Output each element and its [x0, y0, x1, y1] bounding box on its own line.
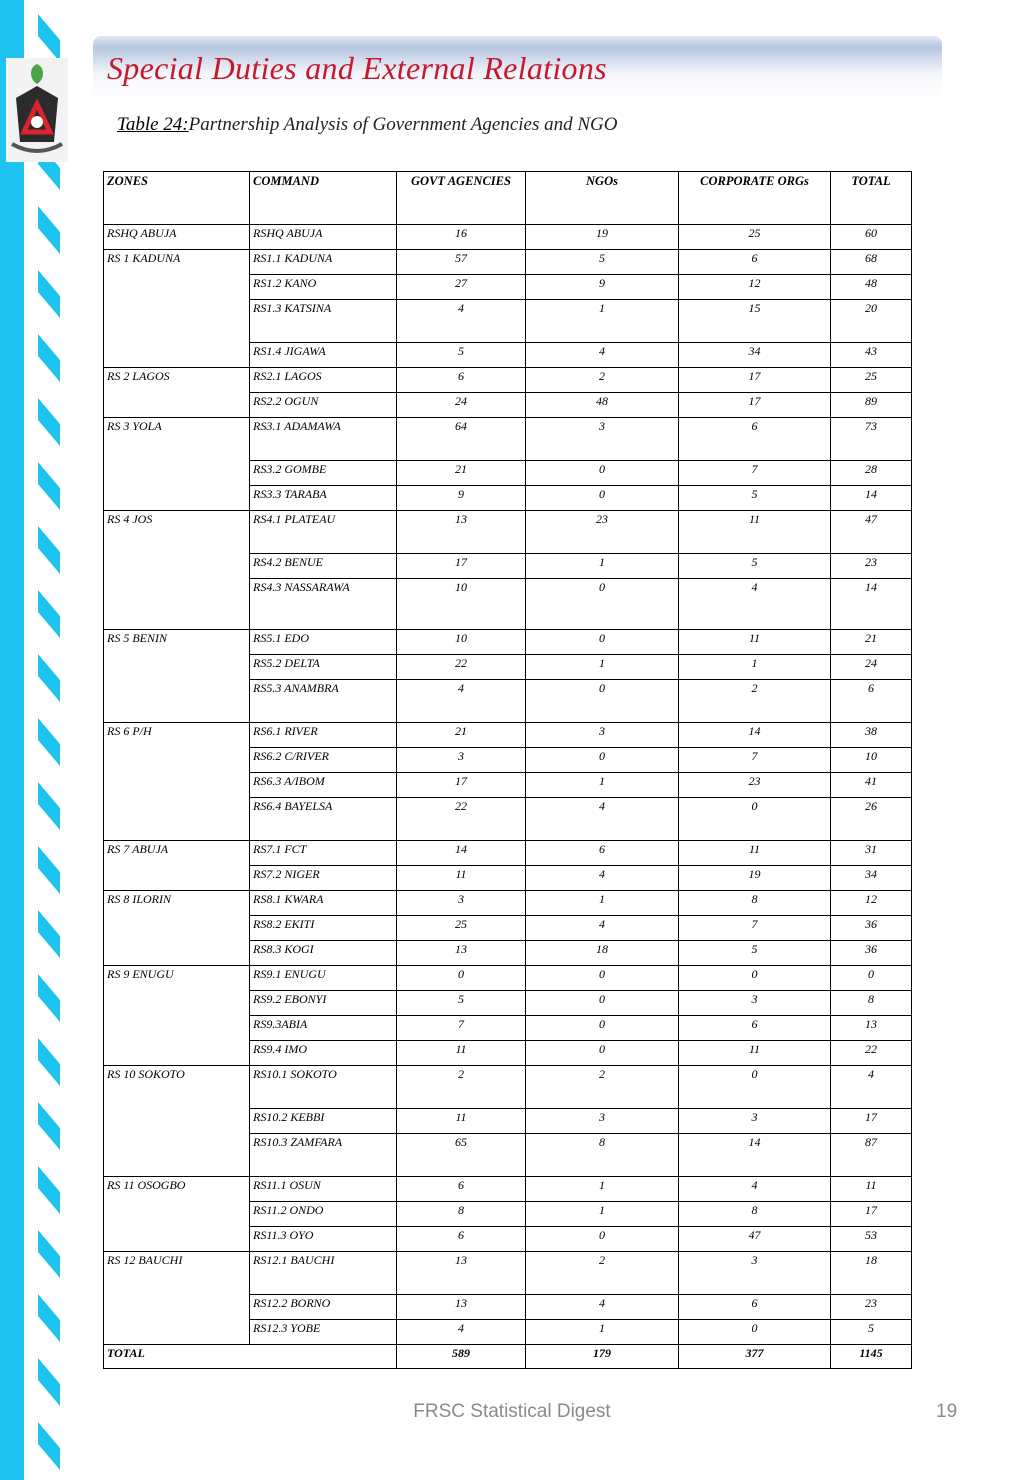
table-row	[104, 368, 912, 393]
total-cell: 43	[831, 343, 912, 368]
ngos-cell: 6	[526, 841, 679, 866]
govt-agencies-cell: 2	[397, 1066, 526, 1109]
command-cell: RS2.1 LAGOS	[250, 368, 397, 393]
table-row	[104, 418, 912, 461]
ngos-cell: 0	[526, 1016, 679, 1041]
zone-cell: RS 4 JOS	[104, 511, 250, 630]
table-row	[104, 1252, 912, 1295]
govt-agencies-cell: 10	[397, 579, 526, 630]
corporate-orgs-cell: 3	[679, 1252, 831, 1295]
ngos-cell: 0	[526, 486, 679, 511]
zone-cell: RS 2 LAGOS	[104, 368, 250, 418]
command-cell: RS5.3 ANAMBRA	[250, 680, 397, 723]
corporate-orgs-cell: 7	[679, 748, 831, 773]
ngos-cell: 1	[526, 773, 679, 798]
govt-agencies-cell: 21	[397, 723, 526, 748]
table-row	[104, 891, 912, 916]
ngos-cell: 1	[526, 1177, 679, 1202]
govt-agencies-cell: 22	[397, 798, 526, 841]
page-number: 19	[936, 1401, 958, 1422]
command-cell: RS5.2 DELTA	[250, 655, 397, 680]
zone-cell: RS 6 P/H	[104, 723, 250, 841]
total-cell: 6	[831, 680, 912, 723]
total-cell: 60	[831, 225, 912, 250]
table-row	[104, 1177, 912, 1202]
total-cell: 18	[831, 1252, 912, 1295]
column-header: ZONES	[104, 172, 250, 225]
table-row	[104, 1066, 912, 1109]
corporate-orgs-cell: 6	[679, 1016, 831, 1041]
govt-agencies-cell: 3	[397, 748, 526, 773]
corporate-orgs-cell: 6	[679, 1295, 831, 1320]
corporate-orgs-cell: 3	[679, 991, 831, 1016]
command-cell: RS8.2 EKITI	[250, 916, 397, 941]
column-header: TOTAL	[831, 172, 912, 225]
ngos-cell: 1	[526, 554, 679, 579]
page-title: Special Duties and External Relations	[107, 50, 607, 86]
zone-cell: RS 7 ABUJA	[104, 841, 250, 891]
corporate-orgs-cell: 4	[679, 1177, 831, 1202]
corporate-orgs-cell: 4	[679, 579, 831, 630]
govt-agencies-cell: 65	[397, 1134, 526, 1177]
ngos-cell: 0	[526, 461, 679, 486]
corporate-orgs-cell: 2	[679, 680, 831, 723]
total-cell: 21	[831, 630, 912, 655]
total-cell: 26	[831, 798, 912, 841]
ngos-cell: 1	[526, 891, 679, 916]
total-cell: 5	[831, 1320, 912, 1345]
govt-agencies-cell: 6	[397, 1177, 526, 1202]
total-cell: 41	[831, 773, 912, 798]
command-cell: RS1.1 KADUNA	[250, 250, 397, 275]
ngos-total: 179	[526, 1345, 679, 1369]
ngos-cell: 3	[526, 723, 679, 748]
ngos-cell: 19	[526, 225, 679, 250]
corporate-orgs-cell: 0	[679, 1066, 831, 1109]
corporate-orgs-total: 377	[679, 1345, 831, 1369]
total-cell: 20	[831, 300, 912, 343]
govt-agencies-total: 589	[397, 1345, 526, 1369]
table-row	[104, 630, 912, 655]
govt-agencies-cell: 9	[397, 486, 526, 511]
command-cell: RS6.2 C/RIVER	[250, 748, 397, 773]
table-row	[104, 511, 912, 554]
govt-agencies-cell: 14	[397, 841, 526, 866]
footer-text: FRSC Statistical Digest	[413, 1401, 611, 1422]
column-header: NGOs	[526, 172, 679, 225]
command-cell: RS12.3 YOBE	[250, 1320, 397, 1345]
table-total-row	[104, 1345, 912, 1369]
govt-agencies-cell: 4	[397, 680, 526, 723]
govt-agencies-cell: 64	[397, 418, 526, 461]
govt-agencies-cell: 11	[397, 1109, 526, 1134]
corporate-orgs-cell: 14	[679, 723, 831, 748]
corporate-orgs-cell: 6	[679, 418, 831, 461]
table-caption	[117, 114, 618, 136]
govt-agencies-cell: 17	[397, 773, 526, 798]
command-cell: RS9.1 ENUGU	[250, 966, 397, 991]
command-cell: RS10.1 SOKOTO	[250, 1066, 397, 1109]
govt-agencies-cell: 4	[397, 1320, 526, 1345]
corporate-orgs-cell: 25	[679, 225, 831, 250]
govt-agencies-cell: 16	[397, 225, 526, 250]
ngos-cell: 0	[526, 1227, 679, 1252]
command-cell: RS7.1 FCT	[250, 841, 397, 866]
govt-agencies-cell: 7	[397, 1016, 526, 1041]
command-cell: RS12.1 BAUCHI	[250, 1252, 397, 1295]
ngos-cell: 23	[526, 511, 679, 554]
command-cell: RS11.2 ONDO	[250, 1202, 397, 1227]
decorative-side-stripe	[0, 0, 62, 1480]
frsc-logo-icon	[6, 58, 68, 162]
ngos-cell: 0	[526, 1041, 679, 1066]
corporate-orgs-cell: 0	[679, 798, 831, 841]
command-cell: RS3.2 GOMBE	[250, 461, 397, 486]
command-cell: RS8.3 KOGI	[250, 941, 397, 966]
govt-agencies-cell: 4	[397, 300, 526, 343]
ngos-cell: 2	[526, 368, 679, 393]
command-cell: RS3.3 TARABA	[250, 486, 397, 511]
ngos-cell: 2	[526, 1252, 679, 1295]
total-cell: 87	[831, 1134, 912, 1177]
command-cell: RS6.4 BAYELSA	[250, 798, 397, 841]
corporate-orgs-cell: 12	[679, 275, 831, 300]
ngos-cell: 2	[526, 1066, 679, 1109]
grand-total: 1145	[831, 1345, 912, 1369]
corporate-orgs-cell: 7	[679, 916, 831, 941]
column-header: GOVT AGENCIES	[397, 172, 526, 225]
total-cell: 8	[831, 991, 912, 1016]
govt-agencies-cell: 3	[397, 891, 526, 916]
total-cell: 47	[831, 511, 912, 554]
command-cell: RS2.2 OGUN	[250, 393, 397, 418]
total-cell: 12	[831, 891, 912, 916]
command-cell: RS11.3 OYO	[250, 1227, 397, 1252]
ngos-cell: 48	[526, 393, 679, 418]
corporate-orgs-cell: 3	[679, 1109, 831, 1134]
corporate-orgs-cell: 17	[679, 368, 831, 393]
table-row	[104, 966, 912, 991]
total-cell: 4	[831, 1066, 912, 1109]
ngos-cell: 4	[526, 798, 679, 841]
zone-cell: RS 3 YOLA	[104, 418, 250, 511]
ngos-cell: 3	[526, 1109, 679, 1134]
ngos-cell: 0	[526, 748, 679, 773]
corporate-orgs-cell: 5	[679, 486, 831, 511]
zone-cell: RS 9 ENUGU	[104, 966, 250, 1066]
total-cell: 17	[831, 1202, 912, 1227]
govt-agencies-cell: 13	[397, 941, 526, 966]
corporate-orgs-cell: 8	[679, 891, 831, 916]
total-cell: 24	[831, 655, 912, 680]
corporate-orgs-cell: 5	[679, 554, 831, 579]
page-header-banner	[93, 36, 942, 100]
total-cell: 13	[831, 1016, 912, 1041]
command-cell: RS10.2 KEBBI	[250, 1109, 397, 1134]
partnership-table	[103, 171, 912, 1369]
govt-agencies-cell: 6	[397, 1227, 526, 1252]
govt-agencies-cell: 25	[397, 916, 526, 941]
corporate-orgs-cell: 11	[679, 511, 831, 554]
corporate-orgs-cell: 1	[679, 655, 831, 680]
ngos-cell: 1	[526, 300, 679, 343]
govt-agencies-cell: 10	[397, 630, 526, 655]
corporate-orgs-cell: 5	[679, 941, 831, 966]
corporate-orgs-cell: 11	[679, 841, 831, 866]
ngos-cell: 3	[526, 418, 679, 461]
command-cell: RS1.4 JIGAWA	[250, 343, 397, 368]
command-cell: RS1.3 KATSINA	[250, 300, 397, 343]
corporate-orgs-cell: 47	[679, 1227, 831, 1252]
command-cell: RSHQ ABUJA	[250, 225, 397, 250]
total-cell: 28	[831, 461, 912, 486]
table-caption-label: Table 24:	[117, 114, 189, 135]
command-cell: RS9.2 EBONYI	[250, 991, 397, 1016]
corporate-orgs-cell: 19	[679, 866, 831, 891]
command-cell: RS6.3 A/IBOM	[250, 773, 397, 798]
zone-cell: RS 8 ILORIN	[104, 891, 250, 966]
command-cell: RS6.1 RIVER	[250, 723, 397, 748]
corporate-orgs-cell: 11	[679, 1041, 831, 1066]
govt-agencies-cell: 21	[397, 461, 526, 486]
command-cell: RS1.2 KANO	[250, 275, 397, 300]
corporate-orgs-cell: 7	[679, 461, 831, 486]
corporate-orgs-cell: 8	[679, 1202, 831, 1227]
total-cell: 73	[831, 418, 912, 461]
zone-cell: RS 12 BAUCHI	[104, 1252, 250, 1345]
total-cell: 23	[831, 554, 912, 579]
zone-cell: RS 10 SOKOTO	[104, 1066, 250, 1177]
command-cell: RS12.2 BORNO	[250, 1295, 397, 1320]
ngos-cell: 4	[526, 916, 679, 941]
govt-agencies-cell: 5	[397, 343, 526, 368]
total-cell: 10	[831, 748, 912, 773]
ngos-cell: 0	[526, 991, 679, 1016]
total-cell: 14	[831, 486, 912, 511]
ngos-cell: 4	[526, 866, 679, 891]
total-cell: 36	[831, 941, 912, 966]
command-cell: RS10.3 ZAMFARA	[250, 1134, 397, 1177]
total-cell: 17	[831, 1109, 912, 1134]
ngos-cell: 4	[526, 1295, 679, 1320]
govt-agencies-cell: 13	[397, 511, 526, 554]
command-cell: RS8.1 KWARA	[250, 891, 397, 916]
govt-agencies-cell: 13	[397, 1295, 526, 1320]
ngos-cell: 1	[526, 1202, 679, 1227]
column-header: COMMAND	[250, 172, 397, 225]
total-cell: 36	[831, 916, 912, 941]
govt-agencies-cell: 13	[397, 1252, 526, 1295]
govt-agencies-cell: 6	[397, 368, 526, 393]
table-caption-text: Partnership Analysis of Government Agencies and NGO	[188, 114, 618, 135]
table-row	[104, 723, 912, 748]
total-cell: 11	[831, 1177, 912, 1202]
total-cell: 38	[831, 723, 912, 748]
zone-cell: RS 11 OSOGBO	[104, 1177, 250, 1252]
ngos-cell: 0	[526, 630, 679, 655]
ngos-cell: 1	[526, 655, 679, 680]
total-cell: 48	[831, 275, 912, 300]
zone-cell: RS 1 KADUNA	[104, 250, 250, 368]
command-cell: RS4.2 BENUE	[250, 554, 397, 579]
corporate-orgs-cell: 6	[679, 250, 831, 275]
total-cell: 68	[831, 250, 912, 275]
total-cell: 34	[831, 866, 912, 891]
total-cell: 89	[831, 393, 912, 418]
column-header: CORPORATE ORGs	[679, 172, 831, 225]
govt-agencies-cell: 8	[397, 1202, 526, 1227]
ngos-cell: 0	[526, 579, 679, 630]
ngos-cell: 18	[526, 941, 679, 966]
ngos-cell: 4	[526, 343, 679, 368]
govt-agencies-cell: 11	[397, 866, 526, 891]
zone-cell: RSHQ ABUJA	[104, 225, 250, 250]
govt-agencies-cell: 5	[397, 991, 526, 1016]
command-cell: RS4.1 PLATEAU	[250, 511, 397, 554]
total-cell: 0	[831, 966, 912, 991]
corporate-orgs-cell: 23	[679, 773, 831, 798]
govt-agencies-cell: 22	[397, 655, 526, 680]
total-cell: 23	[831, 1295, 912, 1320]
ngos-cell: 0	[526, 966, 679, 991]
corporate-orgs-cell: 14	[679, 1134, 831, 1177]
corporate-orgs-cell: 17	[679, 393, 831, 418]
table-header-row	[104, 172, 912, 225]
command-cell: RS5.1 EDO	[250, 630, 397, 655]
command-cell: RS4.3 NASSARAWA	[250, 579, 397, 630]
total-cell: 25	[831, 368, 912, 393]
govt-agencies-cell: 0	[397, 966, 526, 991]
total-cell: 31	[831, 841, 912, 866]
table-row	[104, 841, 912, 866]
govt-agencies-cell: 17	[397, 554, 526, 579]
corporate-orgs-cell: 0	[679, 1320, 831, 1345]
total-label: TOTAL	[104, 1345, 397, 1369]
command-cell: RS7.2 NIGER	[250, 866, 397, 891]
corporate-orgs-cell: 11	[679, 630, 831, 655]
total-cell: 53	[831, 1227, 912, 1252]
govt-agencies-cell: 27	[397, 275, 526, 300]
govt-agencies-cell: 24	[397, 393, 526, 418]
ngos-cell: 8	[526, 1134, 679, 1177]
command-cell: RS9.4 IMO	[250, 1041, 397, 1066]
govt-agencies-cell: 57	[397, 250, 526, 275]
zone-cell: RS 5 BENIN	[104, 630, 250, 723]
total-cell: 14	[831, 579, 912, 630]
command-cell: RS9.3ABIA	[250, 1016, 397, 1041]
govt-agencies-cell: 11	[397, 1041, 526, 1066]
ngos-cell: 0	[526, 680, 679, 723]
corporate-orgs-cell: 15	[679, 300, 831, 343]
table-row	[104, 225, 912, 250]
table-row	[104, 250, 912, 275]
ngos-cell: 9	[526, 275, 679, 300]
command-cell: RS3.1 ADAMAWA	[250, 418, 397, 461]
ngos-cell: 5	[526, 250, 679, 275]
command-cell: RS11.1 OSUN	[250, 1177, 397, 1202]
total-cell: 22	[831, 1041, 912, 1066]
ngos-cell: 1	[526, 1320, 679, 1345]
corporate-orgs-cell: 34	[679, 343, 831, 368]
corporate-orgs-cell: 0	[679, 966, 831, 991]
